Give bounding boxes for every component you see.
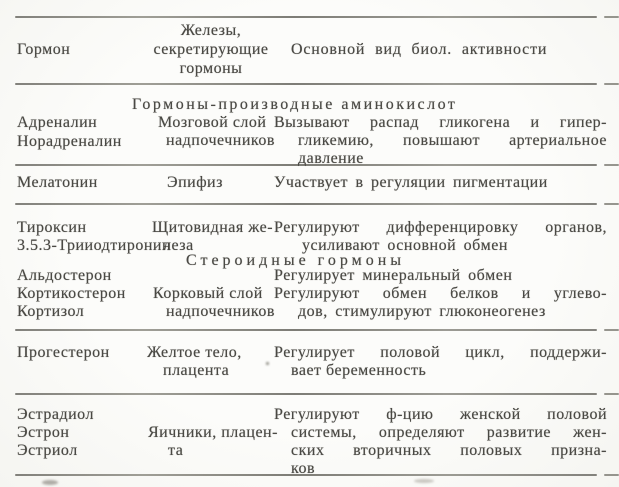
table-rule <box>15 203 597 205</box>
gland-name: Яичники, плацен- <box>148 424 278 441</box>
gland-name: Эпифиз <box>167 174 223 191</box>
activity-text: Регулирует минеральный обмен <box>274 267 513 284</box>
activity-text: Регулируют дифференцировку органов, <box>274 219 607 236</box>
column-header-glands-line: Железы, <box>180 22 242 39</box>
gland-name: Мозговой слой <box>158 114 267 131</box>
hormone-name: 3.5.3-Трииодтиронин <box>17 237 172 254</box>
gland-name: Щитовидная же- <box>152 219 274 236</box>
gland-name: надпочечников <box>166 303 275 320</box>
activity-text: Вызывают распад гликогена и гипер- <box>274 114 607 131</box>
hormone-name: Норадреналин <box>17 133 122 150</box>
gland-name: та <box>168 442 184 459</box>
activity-text: Регулирует половой цикл, поддержи- <box>274 344 607 361</box>
activity-text: Участвует в регуляции пигментации <box>274 174 548 191</box>
hormone-name: Эстрадиол <box>17 406 94 423</box>
hormone-name: Мелатонин <box>17 174 98 191</box>
activity-text: Регулируют обмен белков и углево- <box>274 285 607 302</box>
hormone-name: Прогестерон <box>17 344 110 361</box>
page-edge-artifact <box>42 480 58 485</box>
column-header-glands-line: секретирующие <box>153 41 269 58</box>
activity-text: вает беременность <box>291 362 427 379</box>
activity-text: ков <box>291 460 316 477</box>
hormone-name: Кортикостерон <box>17 285 126 302</box>
column-header-hormone: Гормон <box>17 41 71 58</box>
page-edge-artifact <box>414 479 434 483</box>
hormone-name: Адреналин <box>17 114 98 131</box>
activity-text: Регулируют ф-цию женской половой <box>274 406 607 423</box>
activity-text: ских вторичных половых призна- <box>291 442 607 459</box>
hormone-name: Кортизол <box>17 303 85 320</box>
gland-name: Корковый слой <box>153 285 263 302</box>
hormone-name: Тироксин <box>17 219 87 236</box>
column-header-glands <box>145 21 277 78</box>
section-title-amino-acid-hormones: Гормоны-производные аминокислот <box>132 96 458 113</box>
gland-name: леза <box>163 237 194 254</box>
column-header-activity: Основной вид биол. активности <box>291 41 548 58</box>
table-rule-header <box>15 83 597 85</box>
activity-text: системы, определяют развитие жен- <box>291 424 607 441</box>
activity-text: усиливают основной обмен <box>302 237 508 254</box>
scan-speck <box>266 362 269 365</box>
table-rule <box>15 393 597 395</box>
gland-name: плацента <box>163 362 230 379</box>
hormone-name: Эстрон <box>17 424 70 441</box>
table-rule <box>15 329 597 331</box>
table-rule-top <box>15 16 597 18</box>
gland-name: Желтое тело, <box>147 344 242 361</box>
activity-text: давление <box>298 150 364 167</box>
hormone-name: Альдостерон <box>17 267 112 284</box>
section-title-steroid-hormones: Стероидные гормоны <box>186 252 406 269</box>
hormone-name: Эстриол <box>17 442 78 459</box>
activity-text: гликемию, повышают артериальное <box>298 132 607 149</box>
activity-text: дов, стимулируют глюконеогенез <box>298 303 546 320</box>
gland-name: надпочечников <box>166 132 275 149</box>
column-header-glands-line: гормоны <box>179 60 243 77</box>
